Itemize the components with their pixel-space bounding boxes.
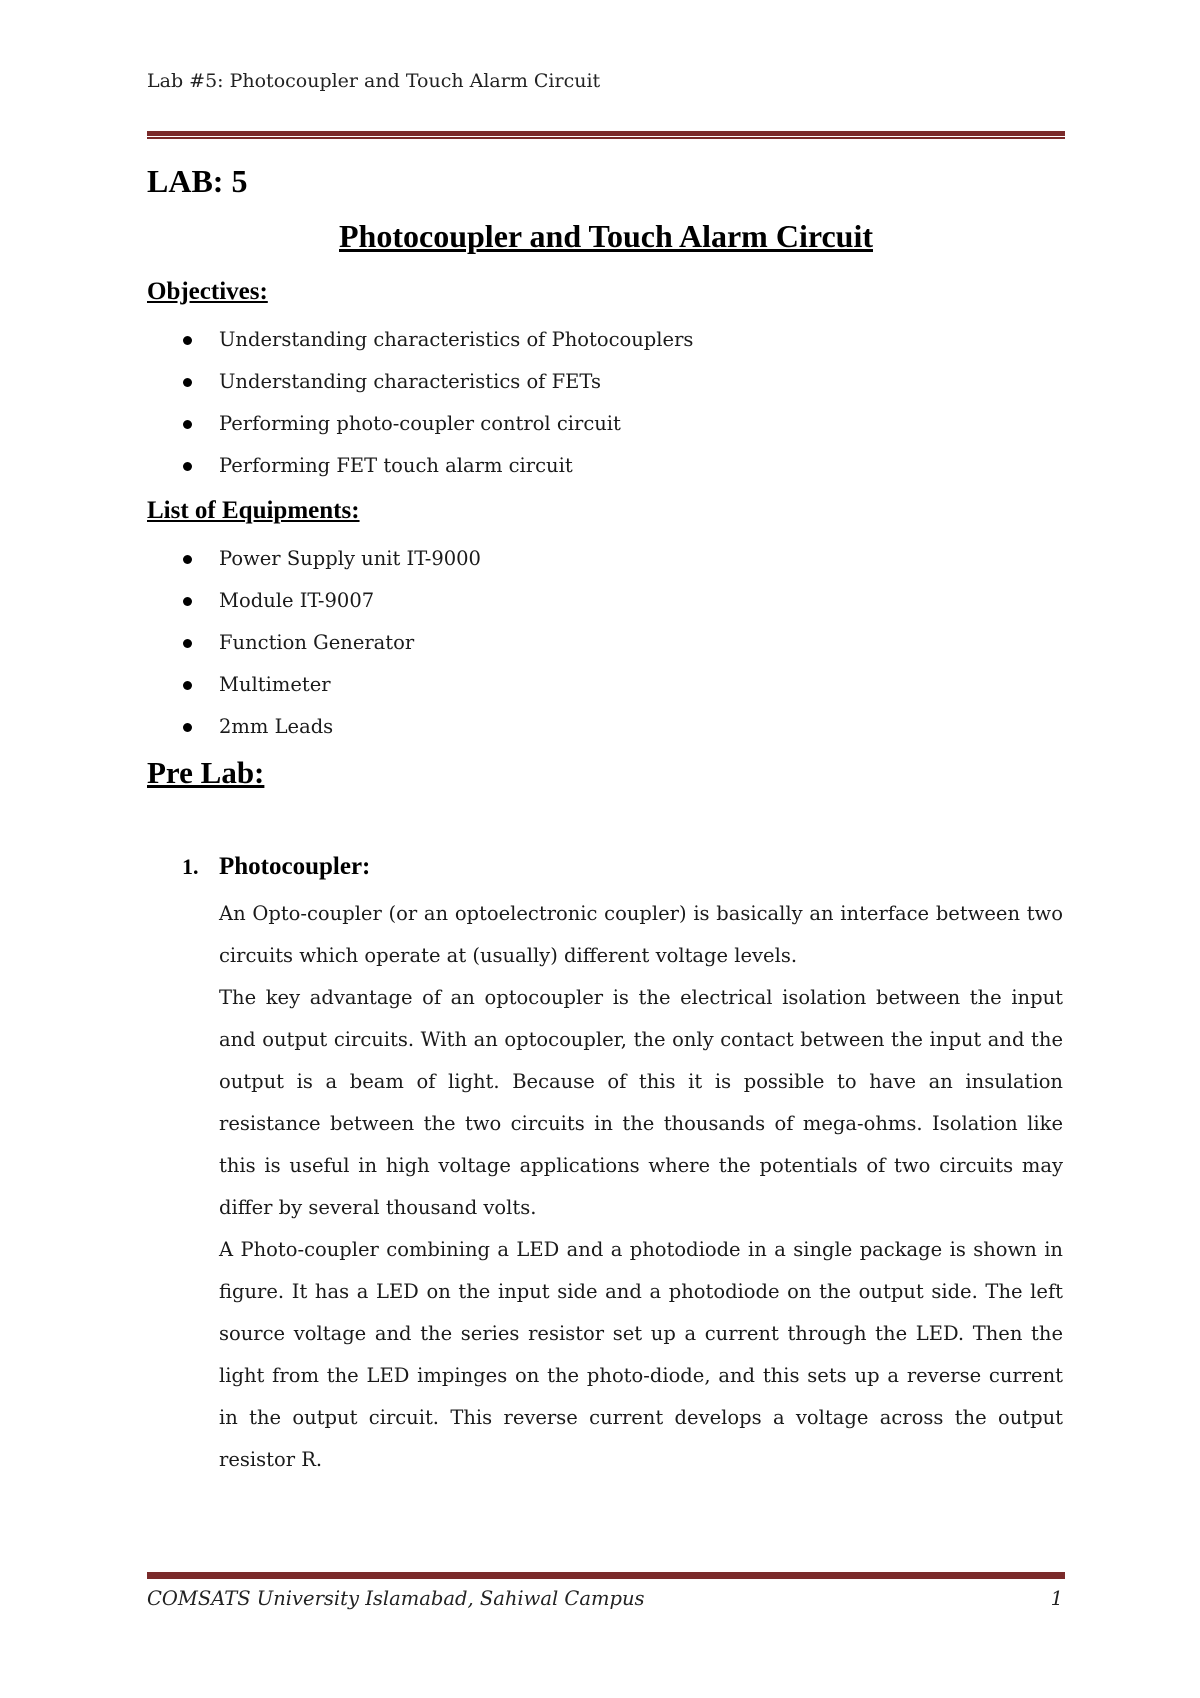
section-photocoupler-heading bbox=[182, 853, 370, 881]
paragraph: The key advantage of an optocoupler is the electrical isolation between the input and output circuits. With an optocoupler, the only contact between the input and the output is a beam of light. Because of this it is possible to have an insulation resistance between the two circuits in the thousands of mega-ohms. Isolation like this is useful in high voltage applications where the potentials of two circuits may differ by several thousand volts. bbox=[219, 986, 1063, 1219]
running-header: Lab #5: Photocoupler and Touch Alarm Circuit bbox=[147, 70, 601, 92]
section-title: Photocoupler: bbox=[219, 853, 371, 880]
objectives-list bbox=[147, 319, 693, 487]
paragraph: An Opto-coupler (or an optoelectronic coupler) is basically an interface between two circuits which operate at (usually) different voltage levels. bbox=[219, 902, 1063, 967]
list-item: Power Supply unit IT-9000 bbox=[147, 538, 481, 580]
list-item: Performing photo-coupler control circuit bbox=[147, 403, 693, 445]
page-title: Photocoupler and Touch Alarm Circuit bbox=[339, 218, 873, 254]
list-item: Multimeter bbox=[147, 664, 481, 706]
prelab-heading: Pre Lab: bbox=[147, 755, 265, 790]
list-item: Understanding characteristics of FETs bbox=[147, 361, 693, 403]
objectives-heading: Objectives: bbox=[147, 278, 268, 305]
list-item: Module IT-9007 bbox=[147, 580, 481, 622]
list-item: 2mm Leads bbox=[147, 706, 481, 748]
header-rule bbox=[147, 131, 1065, 139]
equipment-heading: List of Equipments: bbox=[147, 497, 360, 524]
section-number: 1. bbox=[182, 854, 199, 879]
paragraph: A Photo-coupler combining a LED and a photodiode in a single package is shown in figure. It has a LED on the input side and a photodiode on the output side. The left source voltage and the series resistor set up a current through the LED. Then the light from the LED impinges on the photo-diode, and this sets up a reverse current in the output circuit. This reverse current develops a voltage across the output resistor R. bbox=[219, 1238, 1063, 1471]
footer-institution: COMSATS University Islamabad, Sahiwal Campus bbox=[147, 1587, 645, 1610]
page-number: 1 bbox=[1050, 1587, 1063, 1610]
footer-rule bbox=[147, 1572, 1065, 1579]
list-item: Understanding characteristics of Photocouplers bbox=[147, 319, 693, 361]
lab-label: LAB: 5 bbox=[147, 163, 248, 199]
list-item: Performing FET touch alarm circuit bbox=[147, 445, 693, 487]
photocoupler-body bbox=[219, 893, 1063, 1481]
list-item: Function Generator bbox=[147, 622, 481, 664]
equipment-list bbox=[147, 538, 481, 748]
